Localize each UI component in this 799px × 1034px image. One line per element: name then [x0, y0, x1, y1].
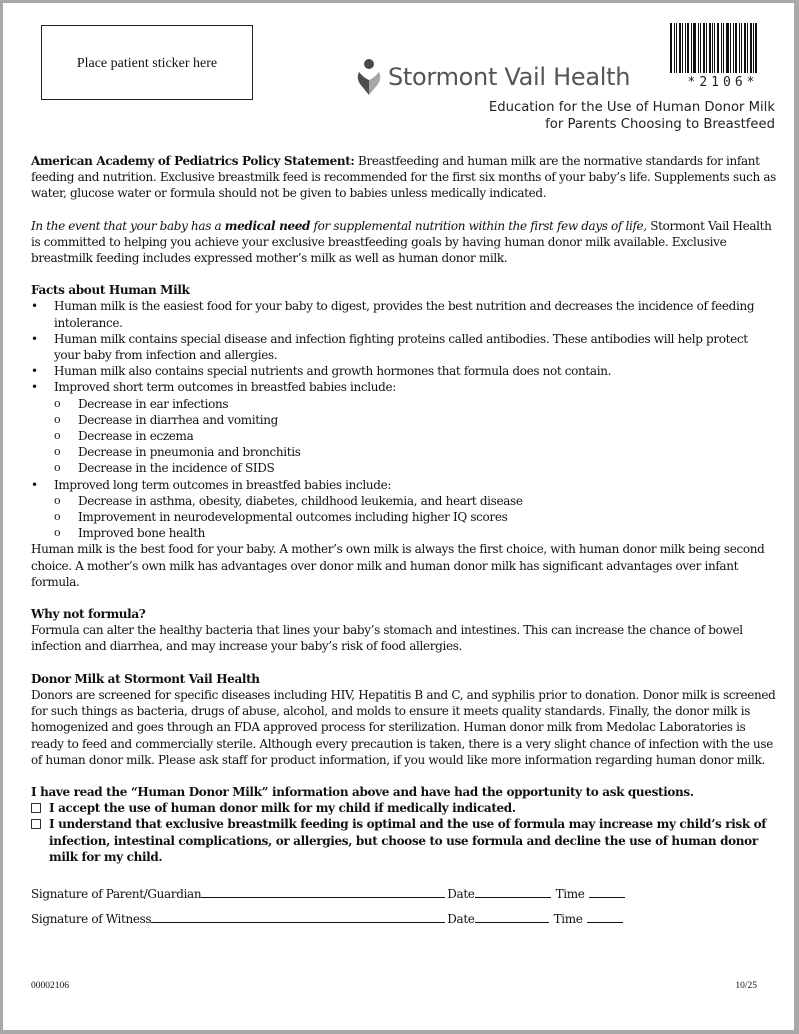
list-item: • Human milk is the easiest food for your baby to digest, provides the best nutrition and decreases the incidence of feeding intolerance. — [31, 298, 776, 330]
list-item — [31, 379, 776, 395]
medical-need-text: Stormont Vail Health is committed to helping you achieve your exclusive breastfeeding goals by having human donor milk available. Exclusive breastmilk feeding includes expressed mother’s milk as well as human donor milk. — [31, 218, 772, 266]
short-term-label: Improved short term outcomes in breastfed babies include: — [54, 380, 396, 395]
aap-policy-paragraph — [31, 153, 776, 202]
barcode-text: *2106* — [687, 75, 759, 90]
document-page — [3, 3, 794, 1030]
list-item: o Improvement in neurodevelopmental outcomes including higher IQ scores — [31, 509, 776, 525]
stormont-vail-person-drop-icon — [356, 58, 382, 96]
parent-time-label: Time — [555, 886, 585, 901]
list-item: o Decrease in asthma, obesity, diabetes, childhood leukemia, and heart disease — [31, 493, 776, 509]
barcode-bars — [670, 23, 776, 73]
medical-need-bold: medical need — [224, 218, 311, 233]
accept-donor-milk-checkbox[interactable] — [31, 803, 41, 813]
parent-date-field[interactable] — [475, 885, 551, 898]
accept-donor-milk-option[interactable] — [31, 800, 776, 816]
facts-list-continued — [31, 477, 776, 493]
revision-date: 10/25 — [735, 981, 757, 991]
decline-donor-milk-label: I understand that exclusive breastmilk feeding is optimal and the use of formula may increase my child’s risk of infection, intestinal complications, or allergies, but choose to use formula and decline the use of human donor milk for my child. — [49, 817, 767, 864]
document-title — [489, 99, 775, 133]
donor-milk-heading: Donor Milk at Stormont Vail Health — [31, 671, 260, 686]
list-item: • Improved long term outcomes in breastfed babies include: — [31, 477, 776, 493]
witness-signature-label: Signature of Witness — [31, 912, 152, 927]
logo-text: Stormont Vail Health — [388, 63, 631, 91]
facts-list — [31, 298, 776, 395]
long-term-outcomes-list — [31, 493, 776, 542]
list-item: o Decrease in ear infections — [31, 396, 776, 412]
barcode — [670, 23, 776, 90]
medical-need-italic-2: for supplemental nutrition within the first few days of life, — [310, 218, 647, 233]
witness-date-label: Date — [447, 912, 475, 927]
witness-time-field[interactable] — [587, 910, 623, 923]
formula-heading: Why not formula? — [31, 607, 146, 622]
parent-date-label: Date — [447, 886, 475, 901]
list-item: • Human milk also contains special nutrients and growth hormones that formula does not contain. — [31, 363, 776, 379]
acknowledgement-statement: I have read the “Human Donor Milk” information above and have had the opportunity to ask questions. — [31, 784, 694, 799]
list-item: o Decrease in eczema — [31, 428, 776, 444]
witness-signature-row — [31, 910, 776, 927]
sticker-label: Place patient sticker here — [76, 55, 218, 71]
medical-need-paragraph — [31, 218, 776, 267]
facts-heading: Facts about Human Milk — [31, 283, 190, 298]
facts-summary: Human milk is the best food for your baby. A mother’s own milk is always the first choice, with human donor milk being second choice. A mother’s own milk has advantages over donor milk and human donor milk has significant advantages over infant formula. — [31, 542, 765, 589]
list-item: • Human milk contains special disease and infection fighting proteins called antibodies. These antibodies will help protect your baby from infection and allergies. — [31, 331, 776, 363]
title-line-2: for Parents Choosing to Breastfeed — [545, 117, 775, 132]
medical-need-italic-1: In the event that your baby has a — [31, 218, 225, 233]
witness-time-label: Time — [553, 912, 583, 927]
list-item: o Decrease in the incidence of SIDS — [31, 460, 776, 476]
aap-policy-text: Breastfeeding and human milk are the normative standards for infant feeding and nutrition. Exclusive breastmilk feed is recommended for the first six months of your baby’s life. Supplements such as water, glucose water or formula should not be given to babies unless medically indicated. — [31, 154, 776, 201]
decline-donor-milk-option[interactable] — [31, 816, 776, 865]
parent-signature-row — [31, 885, 776, 902]
acknowledgement-section — [31, 784, 776, 865]
decline-donor-milk-checkbox[interactable] — [31, 819, 41, 829]
aap-policy-lead: American Academy of Pediatrics Policy Statement: — [31, 154, 355, 168]
witness-date-field[interactable] — [475, 910, 549, 923]
list-item: o Decrease in pneumonia and bronchitis — [31, 444, 776, 460]
donor-milk-text: Donors are screened for specific diseases including HIV, Hepatitis B and C, and syphilis prior to donation. Donor milk is screened for such things as bacteria, drugs of abuse, alcohol, and molds to ensure it meets quality standards. Finally, the donor milk is homogenized and goes through an FDA approved process for sterilization. Human donor milk from Medolac Laboratories is ready to feed and commercially sterile. Although every precaution is taken, there is a very slight chance of infection with the use of human donor milk. Please ask staff for product information, if you would like more information regarding human donor milk. — [31, 687, 776, 767]
short-term-outcomes-list — [31, 396, 776, 477]
document-body — [31, 153, 776, 927]
accept-donor-milk-label: I accept the use of human donor milk for my child if medically indicated. — [49, 801, 516, 816]
formula-text: Formula can alter the healthy bacteria that lines your baby’s stomach and intestines. This can increase the chance of bowel infection and diarrhea, and may increase your baby’s risk of food allergies. — [31, 623, 743, 654]
list-item: o Improved bone health — [31, 525, 776, 541]
title-line-1: Education for the Use of Human Donor Milk — [488, 100, 775, 115]
patient-sticker-box — [41, 25, 253, 100]
witness-signature-field[interactable] — [151, 910, 445, 923]
list-item: o Decrease in diarrhea and vomiting — [31, 412, 776, 428]
stormont-vail-logo — [356, 58, 630, 96]
parent-signature-field[interactable] — [201, 885, 445, 898]
parent-signature-label: Signature of Parent/Guardian — [31, 886, 202, 901]
parent-time-field[interactable] — [589, 885, 625, 898]
form-number: 00002106 — [31, 981, 69, 991]
